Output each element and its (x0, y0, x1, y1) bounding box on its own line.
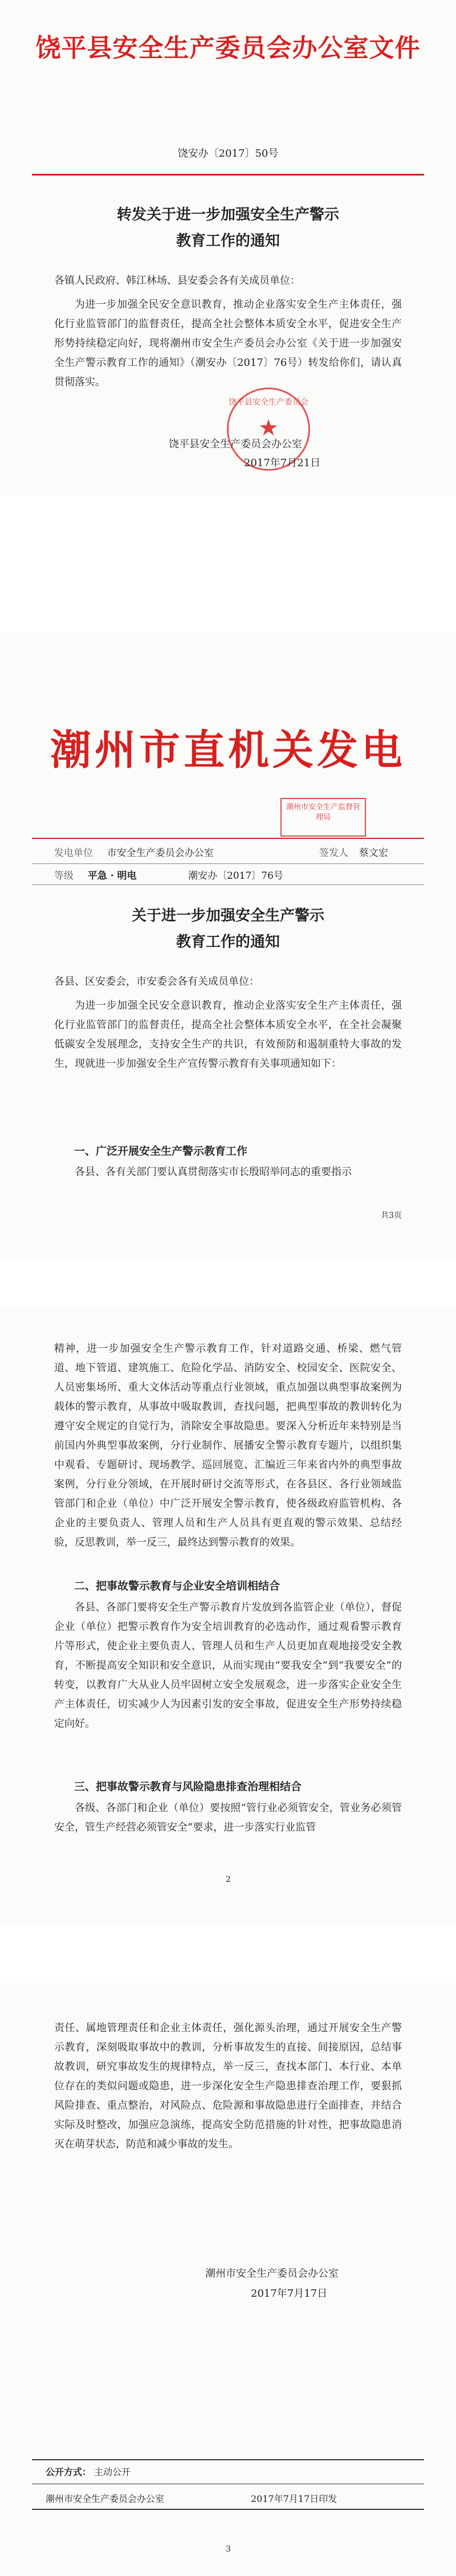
footer-print-date: 2017年7月17日印发 (251, 2493, 337, 2504)
meta-rule (32, 863, 424, 864)
public-mode-label: 公开方式： (46, 2467, 92, 2477)
signature: 饶平县安全生产委员会办公室 (169, 438, 302, 450)
addressee: 各县、区安委会，市安委会各有关成员单位： (54, 976, 259, 988)
page-gap (0, 496, 456, 633)
body-paragraph-2-start: 各县、各有关部门要认真贯彻落实市长殷昭举同志的重要指示 (75, 1166, 352, 1178)
body-paragraph-4-cont: 责任、属地管理责任和企业主体责任，强化源头治理，通过开展安全生产警示教育，深刻吸取事故中的教训，分析事故发生的直接、间接原因，总结事故教训，研究事故发生的规律特点，举一反三，查找本部门、本行业、本单位存在的类似问题或隐患，进一步深化安全生产隐患排查治理工作，要狠抓风险排查、重点整治，对风险点、危险源和事故隐患进行全面排查，并结合实际及时整改，加强应急演练，提高安全防范措施的针对性，把事故隐患消灭在萌芽状态，防范和减少事故的发生。 (54, 2022, 402, 2150)
signature: 潮州市安全生产委员会办公室 (205, 2268, 339, 2280)
body-paragraph-1: 为进一步加强全民安全意识教育，推动企业落实安全生产主体责任，强化行业监管部门的监督责任，提高全社会整体本质安全水平，在全社会凝聚低碳安全发展理念，支持安全生产的共识，有效预防和遏制重特大事故的发生，现就进一步加强安全生产宣传警示教育有关事项通知如下： (54, 1000, 402, 1070)
approval-stamp (280, 798, 366, 837)
issue-date: 2017年7月17日 (251, 2288, 328, 2300)
document-header: 潮州市直机关发电 (50, 726, 406, 774)
page-number: 共3页 (381, 1211, 402, 1220)
seal-text: 饶平县安全生产委员会 (229, 398, 308, 407)
section-heading-1: 一、广泛开展安全生产警示教育工作 (74, 1145, 248, 1157)
grade-value: 平急 · 明电 (87, 870, 137, 882)
document-title-line-1: 转发关于进一步加强安全生产警示 (116, 206, 339, 223)
footer-bottom-rule (32, 2509, 424, 2510)
sender-label: 发电单位 (54, 847, 93, 859)
grade-row (54, 867, 137, 882)
issue-date: 2017年7月21日 (244, 457, 321, 469)
page-1 (0, 0, 456, 496)
footer-org: 潮州市安全生产委员会办公室 (46, 2493, 165, 2504)
document-number: 潮安办〔2017〕76号 (188, 870, 283, 882)
public-mode-value: 主动公开 (94, 2467, 131, 2477)
document-title-line-2: 教育工作的通知 (176, 934, 280, 951)
page-3 (0, 1305, 456, 1926)
official-seal-icon: 饶平县安全生产委员会 ★ (227, 388, 310, 471)
document-title-line-1: 关于进一步加强安全生产警示 (131, 907, 324, 924)
document-header: 饶平县安全生产委员会办公室文件 (35, 34, 421, 63)
stamp-text: 潮州市安全生产监督管理局 (286, 803, 361, 822)
page-gap (0, 1260, 456, 1305)
document-title-line-2: 教育工作的通知 (176, 233, 280, 250)
signer-row (319, 845, 388, 859)
page-2 (0, 633, 456, 1260)
body-paragraph-4-start: 各级、各部门和企业（单位）要按照“管行业必须管安全，管业务必须管安全，管生产经营必须管安全”要求，进一步落实行业监管 (54, 1802, 402, 1833)
page-gap (0, 1926, 456, 1983)
page-4 (0, 1983, 456, 2576)
grade-label: 等级 (54, 870, 74, 882)
footer-top-rule (32, 2459, 424, 2460)
page-number: 3 (226, 2545, 231, 2554)
signer-value: 蔡文宏 (359, 847, 388, 859)
sender-value: 市安全生产委员会办公室 (107, 847, 214, 859)
document-number: 饶安办〔2017〕50号 (177, 148, 279, 160)
body-paragraph-3: 各县、各部门要将安全生产警示教育片发放到各监管企业（单位），督促企业（单位）把警示教育作为安全培训教育的必选动作，通过观看警示教育片等形式，使企业主要负责人、管理人员和生产人员更加直观地接受安全教育，不断提高安全知识和安全意识，从而实现由“要我安全”到“我要安全”的转变，以教育广大从业人员牢固树立安全发展观念，进一步落实企业安全生产主体责任，切实减少人为因素引发的安全事故，促进安全生产形势持续稳定向好。 (54, 1601, 402, 1730)
signer-label: 签发人 (319, 847, 348, 859)
sender-row (54, 845, 214, 859)
body-paragraph-2-cont: 精神，进一步加强安全生产警示教育工作，针对道路交通、桥梁、燃气管道、地下管道、建筑施工、危险化学品、消防安全、校园安全、医院安全、人员密集场所、重大文体活动等重点行业领域，重点加强以典型事故案例为载体的警示教育，从事故中吸取教训，查找问题，把典型事故的教训转化为遵守安全规定的自觉行为，消除安全事故隐患。要深入分析近年来特别是当前国内外典型事故案例，分行业制作、展播安全警示教育专题片，以组织集中观看、专题研讨、现场教学、巡回展览、汇编近三年来省内外的典型事故案例，分行业分领域，在开展时研讨交流等形式，在各县区、各行业领域监管部门和企业（单位）中广泛开展安全警示教育，使各级政府监管机构、各企业的主要负责人、管理人员和生产人员具有更直观的警示效果、总结经验，反思教训，举一反三，最终达到警示教育的效果。 (54, 1343, 402, 1548)
body-paragraph: 为进一步加强全民安全意识教育，推动企业落实安全生产主体责任，强化行业监管部门的监督责任，提高全社会整体本质安全水平，促进安全生产形势持续稳定向好，现将潮州市安全生产委员会办公室《关于进一步加强安全生产警示教育工作的通知》（潮安办〔2017〕76号）转发给你们，请认真贯彻落实。 (54, 299, 402, 388)
section-heading-3: 三、把事故警示教育与风险隐患排查治理相结合 (74, 1780, 302, 1793)
page-number: 2 (226, 1875, 231, 1884)
public-mode-row (46, 2465, 131, 2478)
header-rule (32, 838, 424, 839)
section-heading-2: 二、把事故警示教育与企业安全培训相结合 (74, 1580, 280, 1592)
header-rule (32, 174, 424, 176)
addressee: 各镇人民政府、韩江林场、县安委会各有关成员单位： (54, 275, 300, 287)
